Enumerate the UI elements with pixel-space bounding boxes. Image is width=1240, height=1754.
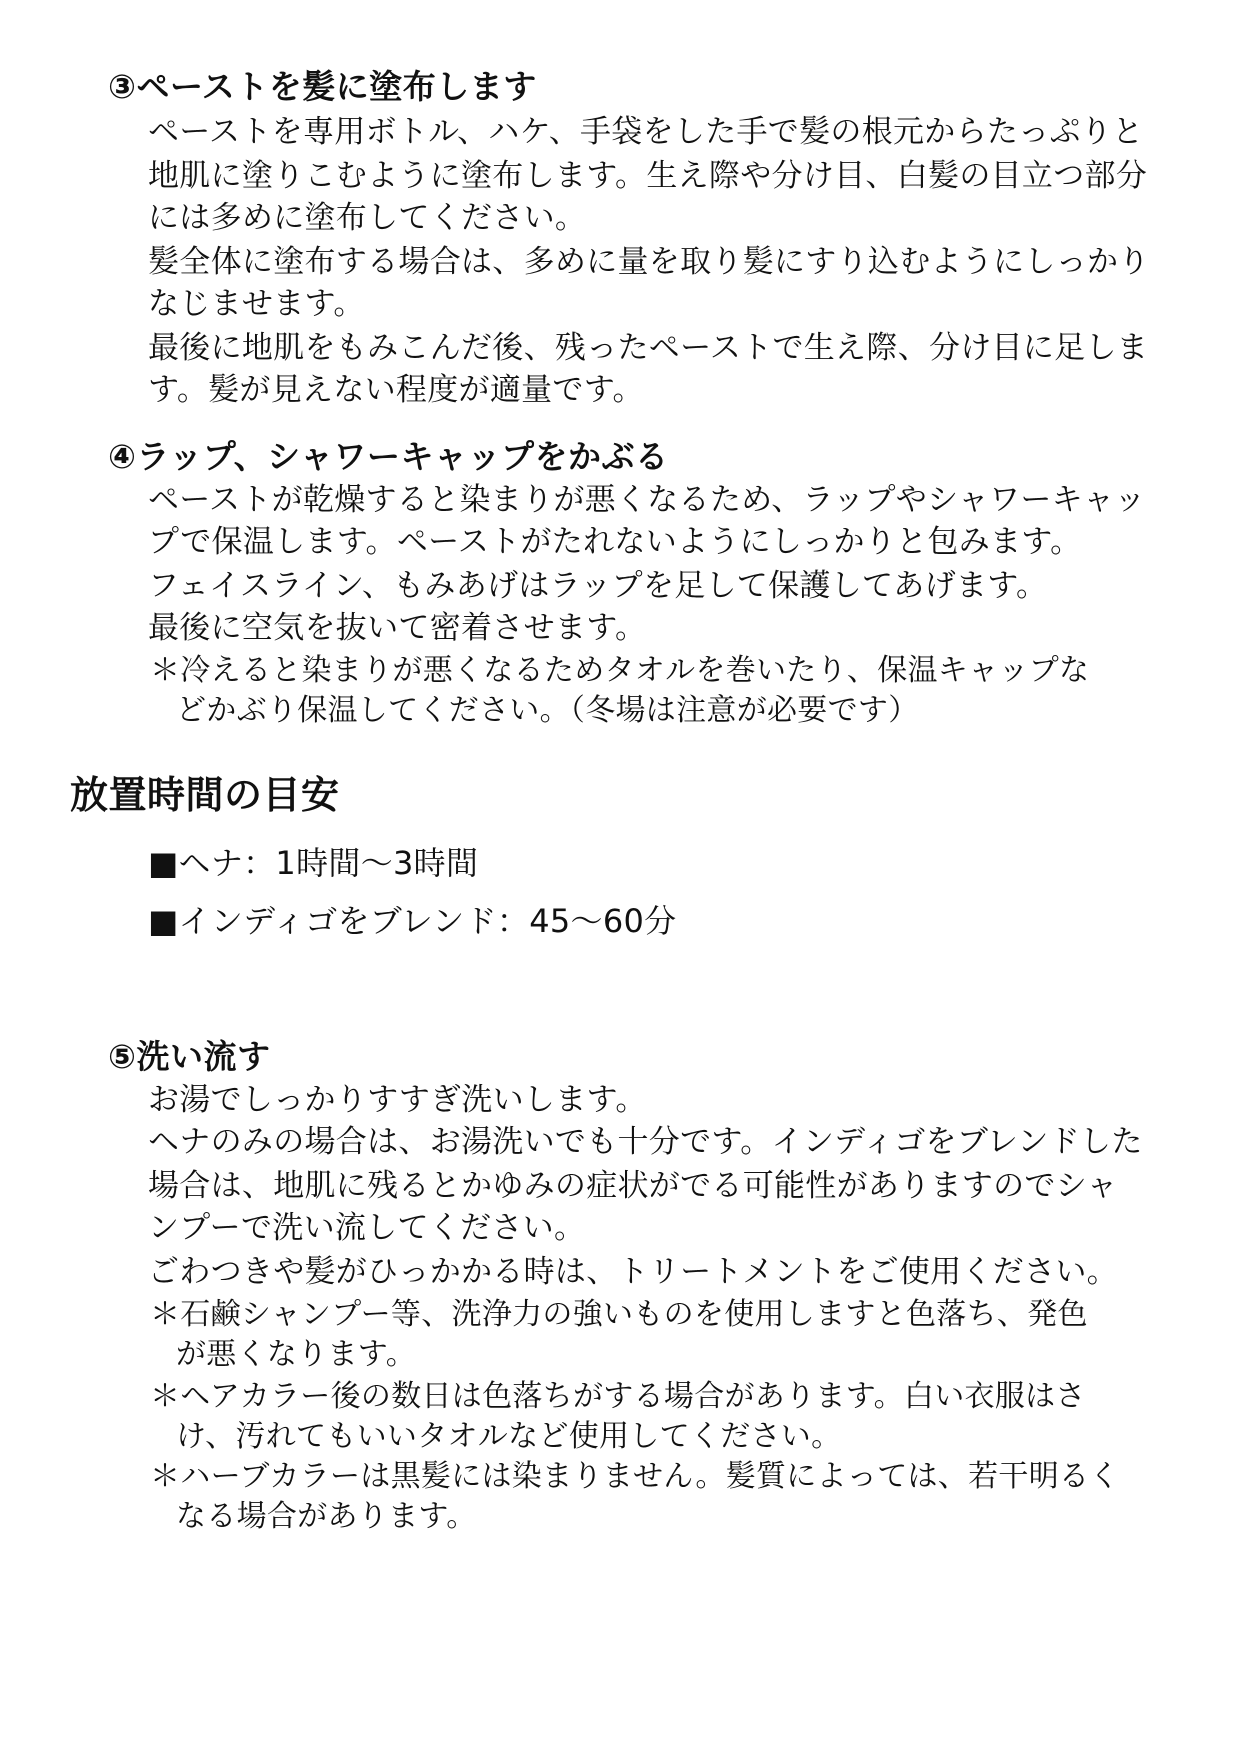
section-3-line: 髪全体に塗布する場合は、多めに量を取り髪にすり込むようにしっかり [148, 244, 1150, 280]
standing-time-item: ■インディゴをブレンド：45〜60分 [148, 902, 677, 940]
section-4-note: ＊冷えると染まりが悪くなるためタオルを巻いたり、保温キャップな [150, 653, 1090, 688]
section-5-note: ＊ハーブカラーは黒髪には染まりません。髪質によっては、若干明るく [150, 1459, 1120, 1494]
section-3-title: ③ペーストを髪に塗布します [108, 67, 537, 106]
section-5-line: ヘナのみの場合は、お湯洗いでも十分です。インディゴをブレンドした [148, 1124, 1143, 1160]
section-5-line: ンプーで洗い流してください。 [148, 1210, 586, 1246]
standing-time-item: ■ヘナ：1時間〜3時間 [148, 844, 479, 882]
section-5-line: お湯でしっかりすすぎ洗いします。 [148, 1082, 647, 1118]
section-3-line: には多めに塗布してください。 [148, 200, 587, 236]
section-4-line: フェイスライン、もみあげはラップを足して保護してあげます。 [148, 568, 1048, 604]
section-4-note: どかぶり保温してください。（冬場は注意が必要です） [176, 693, 919, 728]
section-4-line: 最後に空気を抜いて密着させます。 [148, 610, 647, 646]
section-5-note: ＊ヘアカラー後の数日は色落ちがする場合があります。白い衣服はさ [150, 1379, 1086, 1414]
section-4-line: プで保温します。ペーストがたれないようにしっかりと包みます。 [148, 524, 1082, 560]
section-5-note: なる場合があります。 [176, 1499, 477, 1534]
section-5-note: が悪くなります。 [176, 1337, 416, 1372]
section-3-line: す。髪が見えない程度が適量です。 [148, 372, 644, 408]
section-3-line: なじませます。 [148, 286, 365, 322]
section-5-title: ⑤洗い流す [108, 1037, 271, 1076]
section-5-note: ＊石鹸シャンプー等、洗浄力の強いものを使用しますと色落ち、発色 [150, 1297, 1088, 1332]
section-5-note: け、汚れてもいいタオルなど使用してください。 [176, 1419, 842, 1454]
section-3-line: ペーストを専用ボトル、ハケ、手袋をした手で髪の根元からたっぷりと [148, 114, 1144, 150]
section-4-line: ペーストが乾燥すると染まりが悪くなるため、ラップやシャワーキャッ [148, 482, 1146, 518]
section-3-line: 最後に地肌をもみこんだ後、残ったペーストで生え際、分け目に足しま [148, 330, 1149, 366]
section-4-title: ④ラップ、シャワーキャップをかぶる [108, 437, 669, 476]
section-3-line: 地肌に塗りこむように塗布します。生え際や分け目、白髪の目立つ部分 [148, 158, 1148, 194]
standing-time-heading: 放置時間の目安 [70, 773, 340, 817]
section-5-line: 場合は、地肌に残るとかゆみの症状がでる可能性がありますのでシャ [148, 1168, 1118, 1204]
section-5-line: ごわつきや髪がひっかかる時は、トリートメントをご使用ください。 [148, 1254, 1118, 1290]
